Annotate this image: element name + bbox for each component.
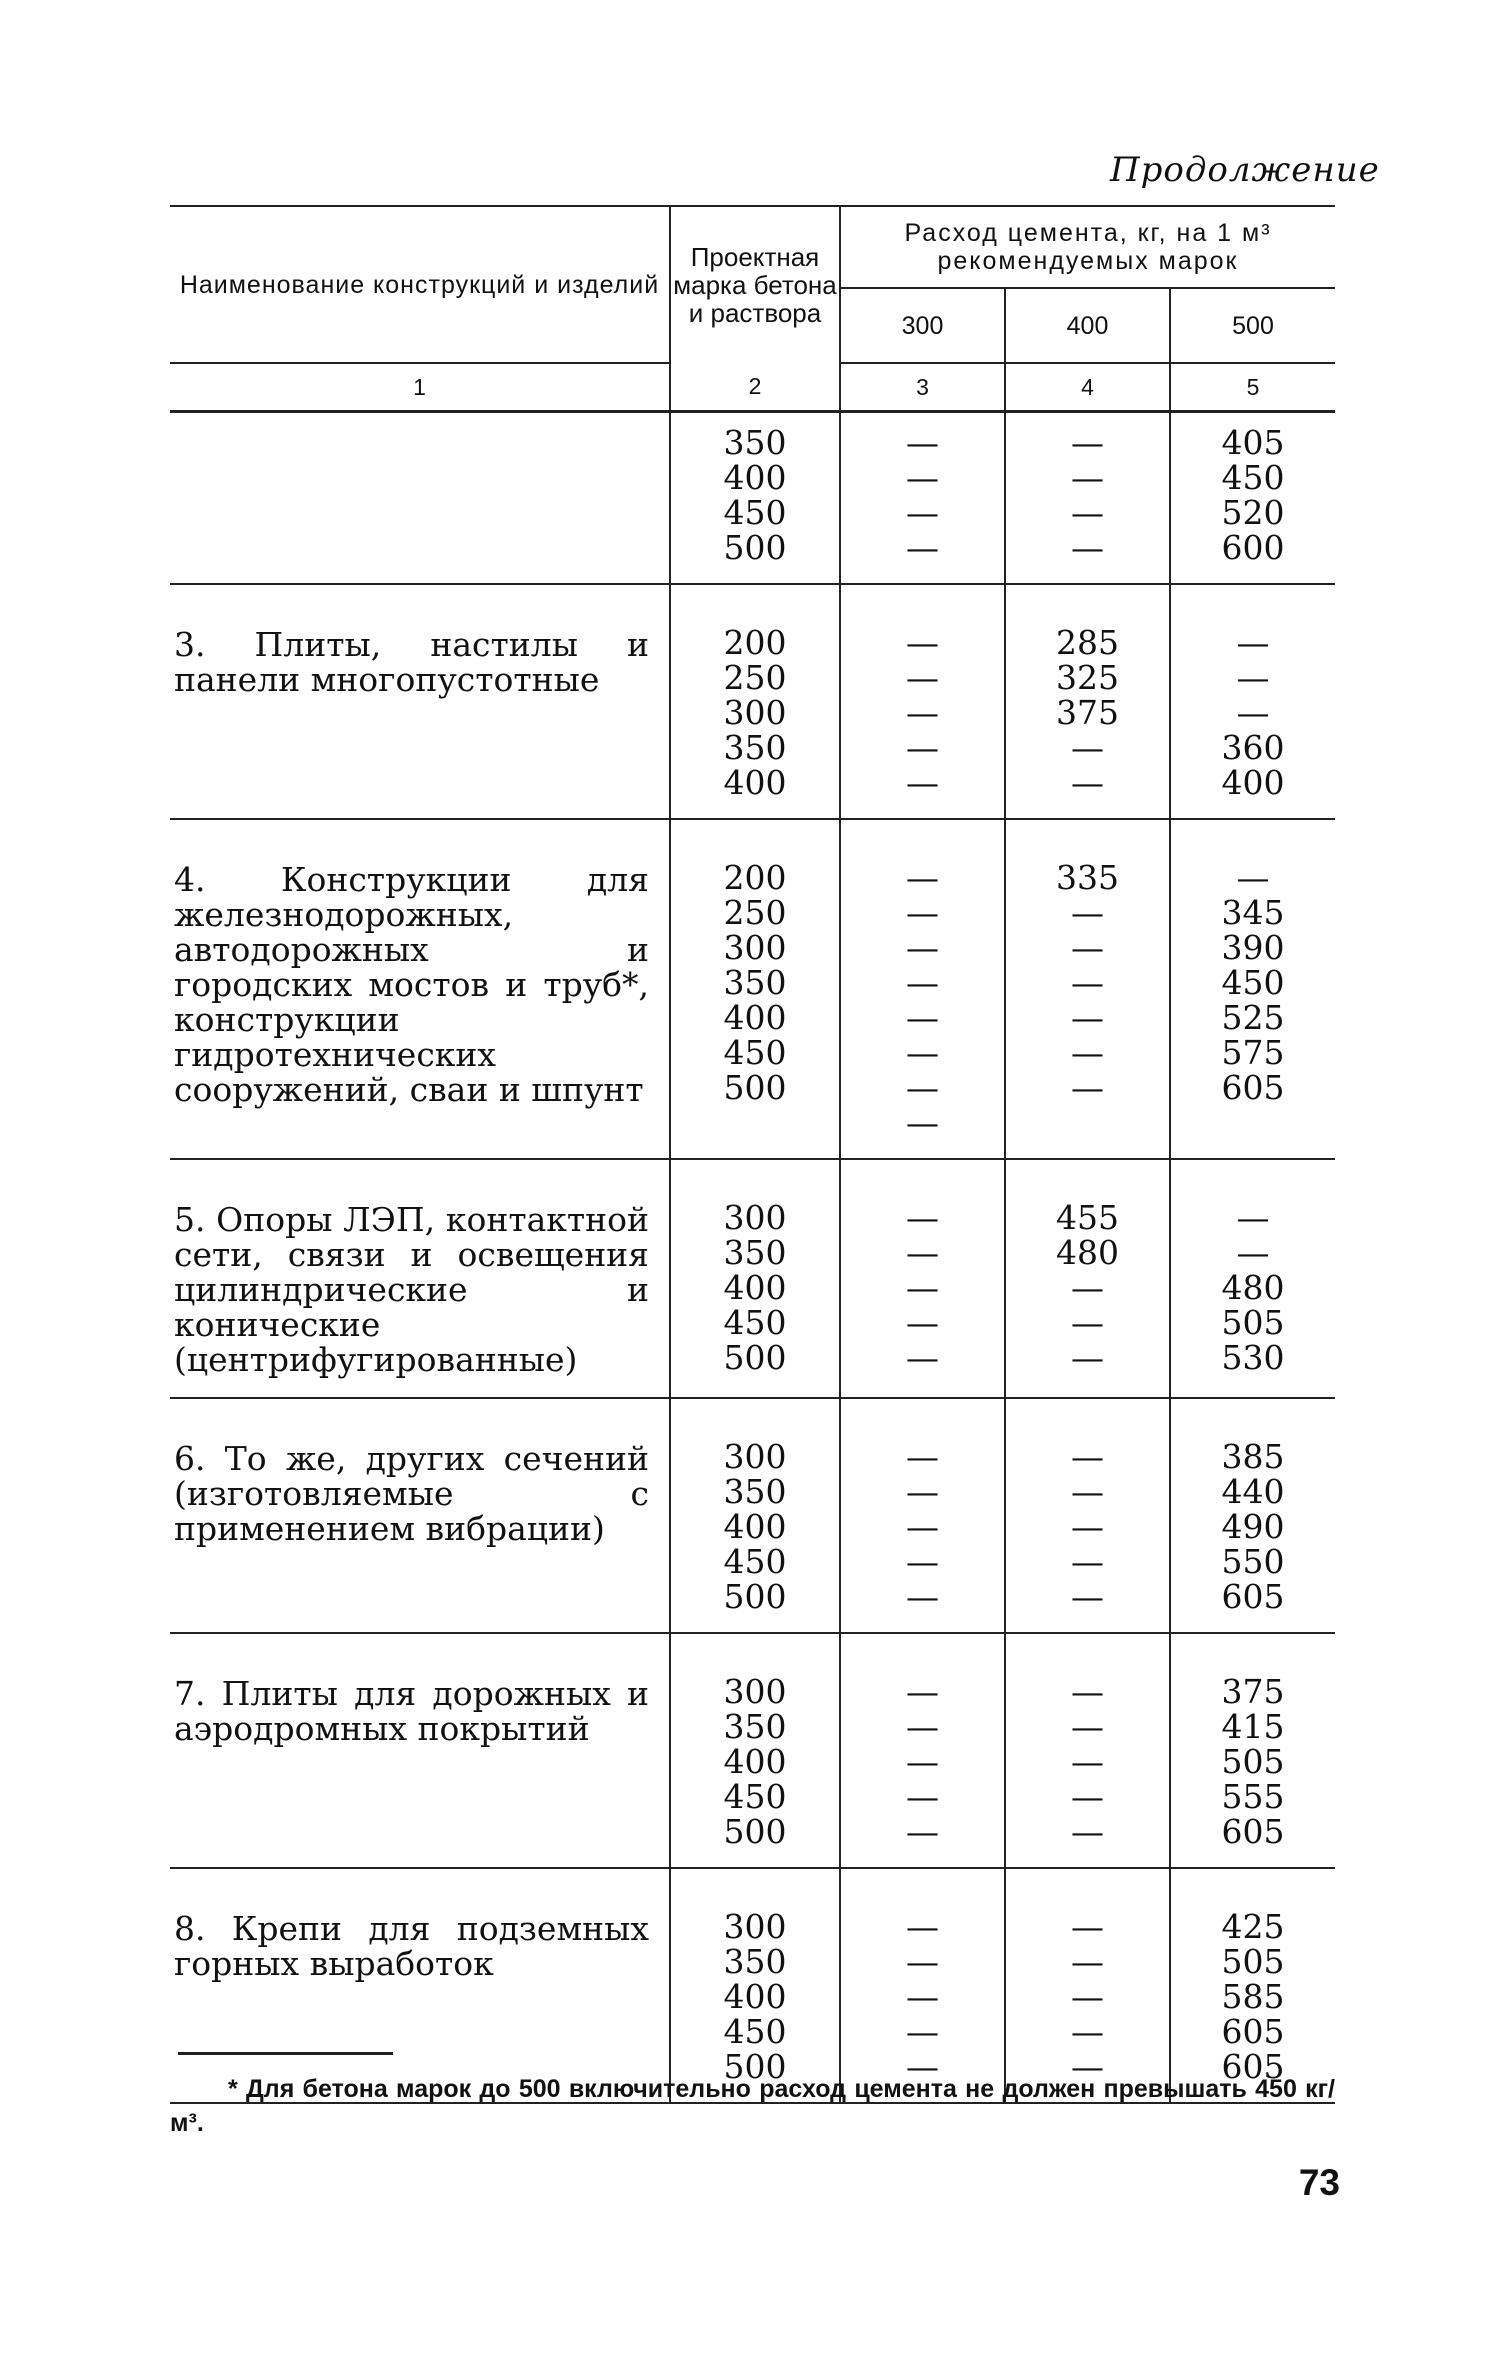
grade-value: 400 <box>723 998 787 1037</box>
cement-value: — <box>1071 1577 1104 1616</box>
cement-value: — <box>1071 1507 1104 1546</box>
cement-value: 505 <box>1221 1742 1285 1781</box>
design-grade-cell <box>670 1633 840 1868</box>
cement-value: 450 <box>1221 458 1285 497</box>
cement-value: — <box>1071 1777 1104 1816</box>
cement-value-cell <box>840 1868 1005 2103</box>
cement-consumption-table <box>170 205 1335 2104</box>
grade-value: 350 <box>723 1233 787 1272</box>
column-number: 5 <box>1170 363 1335 412</box>
cement-value: — <box>906 1812 939 1851</box>
cement-value: — <box>906 458 939 497</box>
cement-value: — <box>906 1103 939 1142</box>
table-row <box>170 584 1335 819</box>
cement-value-cell <box>840 819 1005 1159</box>
table-row <box>170 819 1335 1159</box>
cement-value: — <box>906 1977 939 2016</box>
grade-value: 450 <box>723 1777 787 1816</box>
cement-value: — <box>1071 1303 1104 1342</box>
cement-value: — <box>906 1437 939 1476</box>
table-body <box>170 412 1335 2104</box>
header-grade-500: 500 <box>1170 288 1335 363</box>
cement-value: — <box>906 858 939 897</box>
cement-value: — <box>1071 1742 1104 1781</box>
cement-value: — <box>1071 2047 1104 2086</box>
cement-value-cell <box>1170 1159 1335 1398</box>
cement-value: — <box>1071 1068 1104 1107</box>
cement-value: — <box>906 1233 939 1272</box>
table-row <box>170 1159 1335 1398</box>
cement-value: 440 <box>1221 1472 1285 1511</box>
cement-value: — <box>906 963 939 1002</box>
cement-value: 520 <box>1221 493 1285 532</box>
cement-value: — <box>906 893 939 932</box>
cement-value: 525 <box>1221 998 1285 1037</box>
cement-value: 585 <box>1221 1977 1285 2016</box>
cement-value: 450 <box>1221 963 1285 1002</box>
grade-value: 400 <box>723 763 787 802</box>
cement-value: — <box>906 1907 939 1946</box>
cement-value: — <box>906 1707 939 1746</box>
cement-value: — <box>906 2047 939 2086</box>
cement-value: — <box>906 658 939 697</box>
cement-value: — <box>906 1507 939 1546</box>
cement-value: — <box>906 1068 939 1107</box>
cement-value: 360 <box>1221 728 1285 767</box>
cement-value: — <box>906 1777 939 1816</box>
cement-value: 530 <box>1221 1338 1285 1377</box>
construction-name: 5. Опоры ЛЭП, контактной сети, связи и освещения цилиндрические и конические (центрифугированные) <box>174 1200 649 1379</box>
cement-value: — <box>1071 1907 1104 1946</box>
grade-value: 300 <box>723 1437 787 1476</box>
cement-value: 605 <box>1221 1068 1285 1107</box>
cement-value: 390 <box>1221 928 1285 967</box>
cement-value: — <box>1071 1672 1104 1711</box>
cement-value: — <box>906 998 939 1037</box>
cement-value: 325 <box>1056 658 1119 697</box>
cement-value-cell <box>1170 412 1335 585</box>
header-grade-300: 300 <box>840 288 1005 363</box>
grade-value: 450 <box>723 1542 787 1581</box>
cement-value: 415 <box>1221 1707 1285 1746</box>
cement-value: 455 <box>1056 1198 1119 1237</box>
cement-value: 550 <box>1221 1542 1285 1581</box>
column-number: 4 <box>1005 363 1170 412</box>
cement-value: 480 <box>1056 1233 1119 1272</box>
cement-value <box>1171 1105 1335 1140</box>
cement-value: — <box>906 1672 939 1711</box>
grade-value: 300 <box>723 1672 787 1711</box>
cement-value: 285 <box>1056 623 1119 662</box>
cement-value: — <box>1236 1198 1270 1237</box>
cement-value: — <box>1071 963 1104 1002</box>
cement-value-cell <box>840 584 1005 819</box>
cement-value: 375 <box>1056 693 1119 732</box>
cement-value: — <box>906 1303 939 1342</box>
construction-name <box>170 412 670 585</box>
cement-value: — <box>906 1033 939 1072</box>
grade-value: 350 <box>723 728 787 767</box>
cement-value: — <box>906 1577 939 1616</box>
cement-value-cell <box>1005 1398 1170 1633</box>
cement-value-cell <box>1005 584 1170 819</box>
grade-value: 400 <box>723 1507 787 1546</box>
cement-value-cell <box>1170 1633 1335 1868</box>
cement-value: — <box>1071 1942 1104 1981</box>
design-grade-cell <box>670 584 840 819</box>
design-grade-cell <box>670 1159 840 1398</box>
cement-value: — <box>1071 1338 1104 1377</box>
cement-value-cell <box>840 1398 1005 1633</box>
table-row <box>170 1633 1335 1868</box>
header-cement-consumption: Расход цемента, кг, на 1 м³ рекомендуемых марок <box>840 206 1335 288</box>
cement-value: — <box>1071 2012 1104 2051</box>
cement-value: 405 <box>1221 423 1285 462</box>
grade-value: 500 <box>723 1577 787 1616</box>
cement-value: 555 <box>1221 1777 1285 1816</box>
grade-value: 350 <box>723 423 787 462</box>
table-row <box>170 412 1335 585</box>
cement-value: — <box>1236 623 1270 662</box>
cement-value: — <box>1071 1033 1104 1072</box>
grade-value: 400 <box>723 458 787 497</box>
cement-value: — <box>906 528 939 567</box>
cement-value-cell <box>1170 584 1335 819</box>
grade-value: 250 <box>723 658 787 697</box>
column-number: 3 <box>840 363 1005 412</box>
cement-value-cell <box>1005 1159 1170 1398</box>
cement-value: — <box>906 1198 939 1237</box>
design-grade-cell <box>670 1398 840 1633</box>
grade-value: 450 <box>723 493 787 532</box>
cement-value: — <box>1071 928 1104 967</box>
cement-value: — <box>1236 693 1270 732</box>
grade-value: 450 <box>723 1033 787 1072</box>
cement-value-cell <box>840 412 1005 585</box>
cement-value: 400 <box>1221 763 1285 802</box>
cement-value: 490 <box>1221 1507 1285 1546</box>
cement-value: — <box>1071 1268 1104 1307</box>
cement-value: 605 <box>1221 1577 1285 1616</box>
cement-value: 605 <box>1221 2047 1285 2086</box>
cement-value: 375 <box>1221 1672 1285 1711</box>
cement-value: — <box>906 493 939 532</box>
table-row <box>170 1398 1335 1633</box>
grade-value: 350 <box>723 1942 787 1981</box>
cement-value: 505 <box>1221 1942 1285 1981</box>
header-construction-name: Наименование конструкций и изделий <box>170 206 670 363</box>
design-grade-cell <box>670 819 840 1159</box>
column-number: 2 <box>670 363 840 412</box>
grade-value: 350 <box>723 963 787 1002</box>
cement-value: — <box>906 928 939 967</box>
cement-value: 480 <box>1221 1268 1285 1307</box>
cement-value: — <box>906 2012 939 2051</box>
cement-value-cell <box>1005 412 1170 585</box>
header-design-grade: Проектная марка бетона и раствора <box>670 206 840 363</box>
column-number: 1 <box>413 373 426 400</box>
cement-value: — <box>1071 728 1104 767</box>
footnote: * Для бетона марок до 500 включительно расход цемента не должен превышать 450 кг/м³. <box>170 2075 1335 2137</box>
cement-value: 385 <box>1221 1437 1285 1476</box>
cement-value <box>1006 1105 1169 1140</box>
grade-value: 400 <box>723 1268 787 1307</box>
cement-value: — <box>906 763 939 802</box>
grade-value: 500 <box>723 528 787 567</box>
cement-value: — <box>1236 1233 1270 1272</box>
grade-value: 300 <box>723 928 787 967</box>
continuation-label: Продолжение <box>1110 150 1380 190</box>
grade-value: 400 <box>723 1742 787 1781</box>
grade-value: 450 <box>723 2012 787 2051</box>
cement-value: 575 <box>1221 1033 1285 1072</box>
cement-value-cell <box>840 1633 1005 1868</box>
grade-value: 500 <box>723 1338 787 1377</box>
grade-value: 300 <box>723 1907 787 1946</box>
cement-value: 605 <box>1221 2012 1285 2051</box>
header-grade-400: 400 <box>1005 288 1170 363</box>
grade-value: 450 <box>723 1303 787 1342</box>
cement-value: — <box>1236 858 1270 897</box>
construction-name: 8. Крепи для подземных горных выработок <box>174 1909 649 1983</box>
cement-value: — <box>1071 1437 1104 1476</box>
cement-value: — <box>906 1338 939 1377</box>
cement-value-cell <box>1005 1868 1170 2103</box>
cement-value-cell <box>1170 1868 1335 2103</box>
cement-value-cell <box>1170 1398 1335 1633</box>
grade-value: 350 <box>723 1707 787 1746</box>
grade-value: 500 <box>723 1068 787 1107</box>
cement-value-cell <box>840 1159 1005 1398</box>
cement-value: 335 <box>1056 858 1119 897</box>
cement-value: 605 <box>1221 1812 1285 1851</box>
grade-value: 350 <box>723 1472 787 1511</box>
design-grade-cell <box>670 1868 840 2103</box>
cement-value: — <box>906 1542 939 1581</box>
cement-value: — <box>906 423 939 462</box>
grade-value: 400 <box>723 1977 787 2016</box>
cement-value: 505 <box>1221 1303 1285 1342</box>
page-number: 73 <box>1298 2162 1340 2203</box>
cement-value: — <box>1071 493 1104 532</box>
cement-value: 425 <box>1221 1907 1285 1946</box>
cement-value: 345 <box>1221 893 1285 932</box>
cement-value: 600 <box>1221 528 1285 567</box>
grade-value: 250 <box>723 893 787 932</box>
cement-value: — <box>1071 1812 1104 1851</box>
design-grade-cell <box>670 412 840 585</box>
grade-value: 300 <box>723 693 787 732</box>
cement-value: — <box>1071 998 1104 1037</box>
cement-value: — <box>906 1742 939 1781</box>
cement-value: — <box>906 1268 939 1307</box>
cement-value: — <box>1071 1542 1104 1581</box>
cement-value: — <box>1071 1472 1104 1511</box>
cement-value: — <box>1071 423 1104 462</box>
grade-value: 500 <box>723 2047 787 2086</box>
cement-value: — <box>1071 893 1104 932</box>
construction-name: 7. Плиты для дорожных и аэродромных покрытий <box>174 1674 649 1748</box>
cement-value: — <box>906 693 939 732</box>
cement-value: — <box>1236 658 1270 697</box>
construction-name: 6. То же, других сечений (изготовляемые с применением вибрации) <box>174 1439 649 1548</box>
construction-name: 4. Конструкции для железнодорожных, автодорожных и городских мостов и труб*, конструкции гидротехнических сооружений, сваи и шпунт <box>174 860 649 1109</box>
grade-value: 200 <box>723 623 787 662</box>
cement-value: — <box>1071 528 1104 567</box>
construction-name: 3. Плиты, настилы и панели многопустотные <box>174 625 649 699</box>
grade-value: 500 <box>723 1812 787 1851</box>
grade-value: 300 <box>723 1198 787 1237</box>
cement-value: — <box>906 1942 939 1981</box>
table-row <box>170 1868 1335 2103</box>
cement-value: — <box>906 1472 939 1511</box>
cement-value: — <box>906 728 939 767</box>
grade-value <box>671 1105 839 1140</box>
cement-value-cell <box>1170 819 1335 1159</box>
grade-value: 200 <box>723 858 787 897</box>
cement-value: — <box>1071 1707 1104 1746</box>
cement-value-cell <box>1005 1633 1170 1868</box>
cement-value-cell <box>1005 819 1170 1159</box>
cement-value: — <box>1071 458 1104 497</box>
cement-value: — <box>1071 763 1104 802</box>
cement-value: — <box>1071 1977 1104 2016</box>
footnote-divider <box>178 2052 393 2055</box>
cement-value: — <box>906 623 939 662</box>
